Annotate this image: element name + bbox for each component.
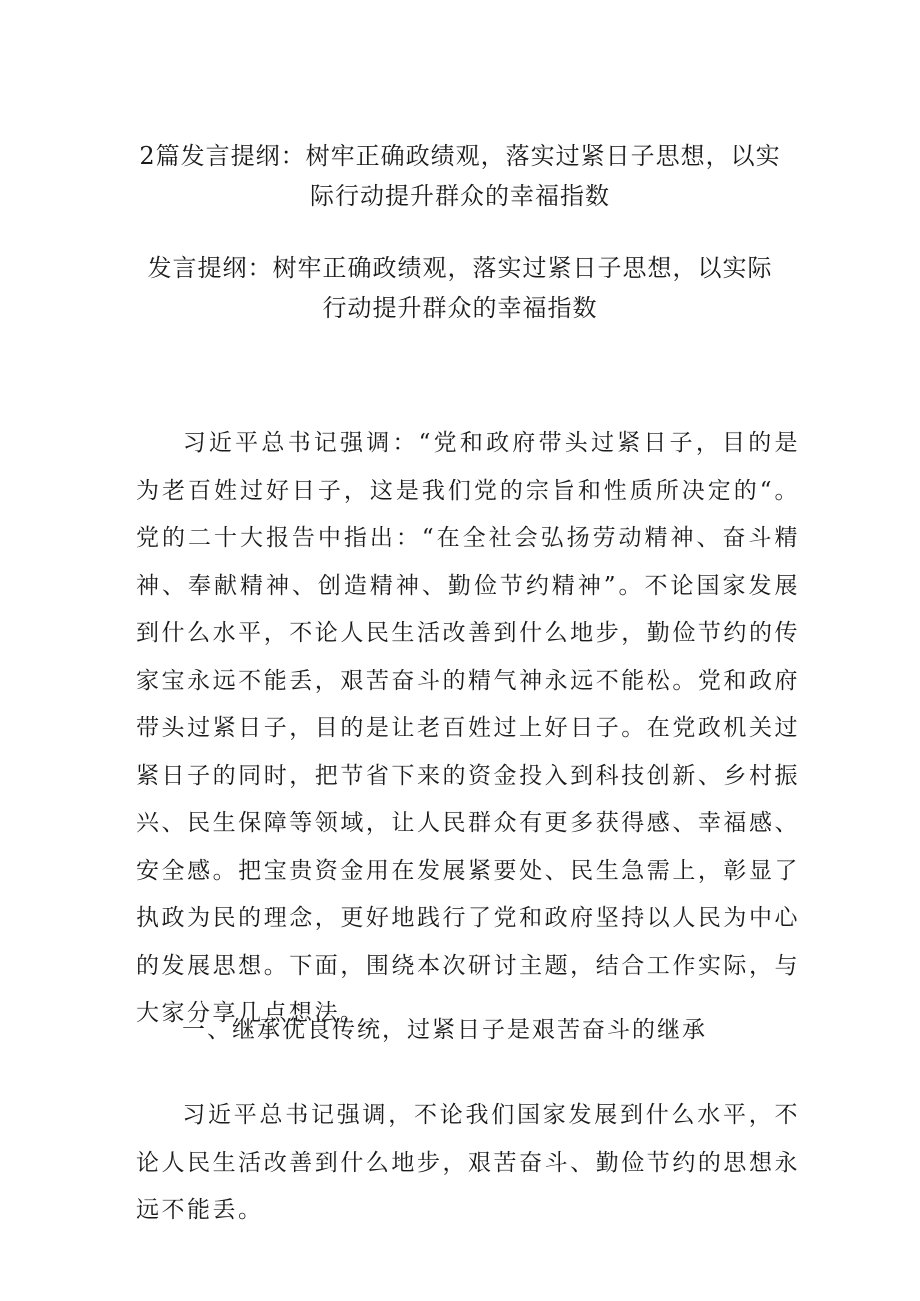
document-title: [120, 136, 800, 216]
document-subtitle-line-1: 发言提纲：树牢正确政绩观，落实过紧日子思想，以实际: [147, 254, 773, 282]
section-heading-1: [136, 1010, 800, 1050]
second-paragraph-text: 习近平总书记强调，不论我们国家发展到什么水平，不论人民生活改善到什么地步，艰苦奋斗、勤俭节约的思想永远不能丢。: [136, 1102, 800, 1223]
intro-paragraph: [136, 420, 800, 1038]
document-subtitle-line-2: 行动提升群众的幸福指数: [322, 294, 598, 322]
intro-paragraph-text: 习近平总书记强调：“党和政府带头过紧日子，目的是为老百姓过好日子，这是我们党的宗旨和性质所决定的“。党的二十大报告中指出：“在全社会弘扬劳动精神、奋斗精神、奉献精神、创造精神、勤俭节约精神”。不论国家发展到什么水平，不论人民生活改善到什么地步，勤俭节约的传家宝永远不能丢，艰苦奋斗的精气神永远不能松。党和政府带头过紧日子，目的是让老百姓过上好日子。在党政机关过紧日子的同时，把节省下来的资金投入到科技创新、乡村振兴、民生保障等领域，让人民群众有更多获得感、幸福感、安全感。把宝贵资金用在发展紧要处、民生急需上，彰显了执政为民的理念，更好地践行了党和政府坚持以人民为中心的发展思想。下面，围绕本次研讨主题，结合工作实际，与大家分享几点想法。: [136, 430, 800, 1026]
document-title-line-2: 际行动提升群众的幸福指数: [310, 182, 610, 210]
second-paragraph: [136, 1092, 800, 1235]
document-subtitle: [120, 248, 800, 328]
section-heading-1-text: 一、继承优良传统，过紧日子是艰苦奋斗的继承: [182, 1017, 707, 1043]
document-title-line-1: 2篇发言提纲：树牢正确政绩观，落实过紧日子思想，以实: [139, 142, 781, 170]
